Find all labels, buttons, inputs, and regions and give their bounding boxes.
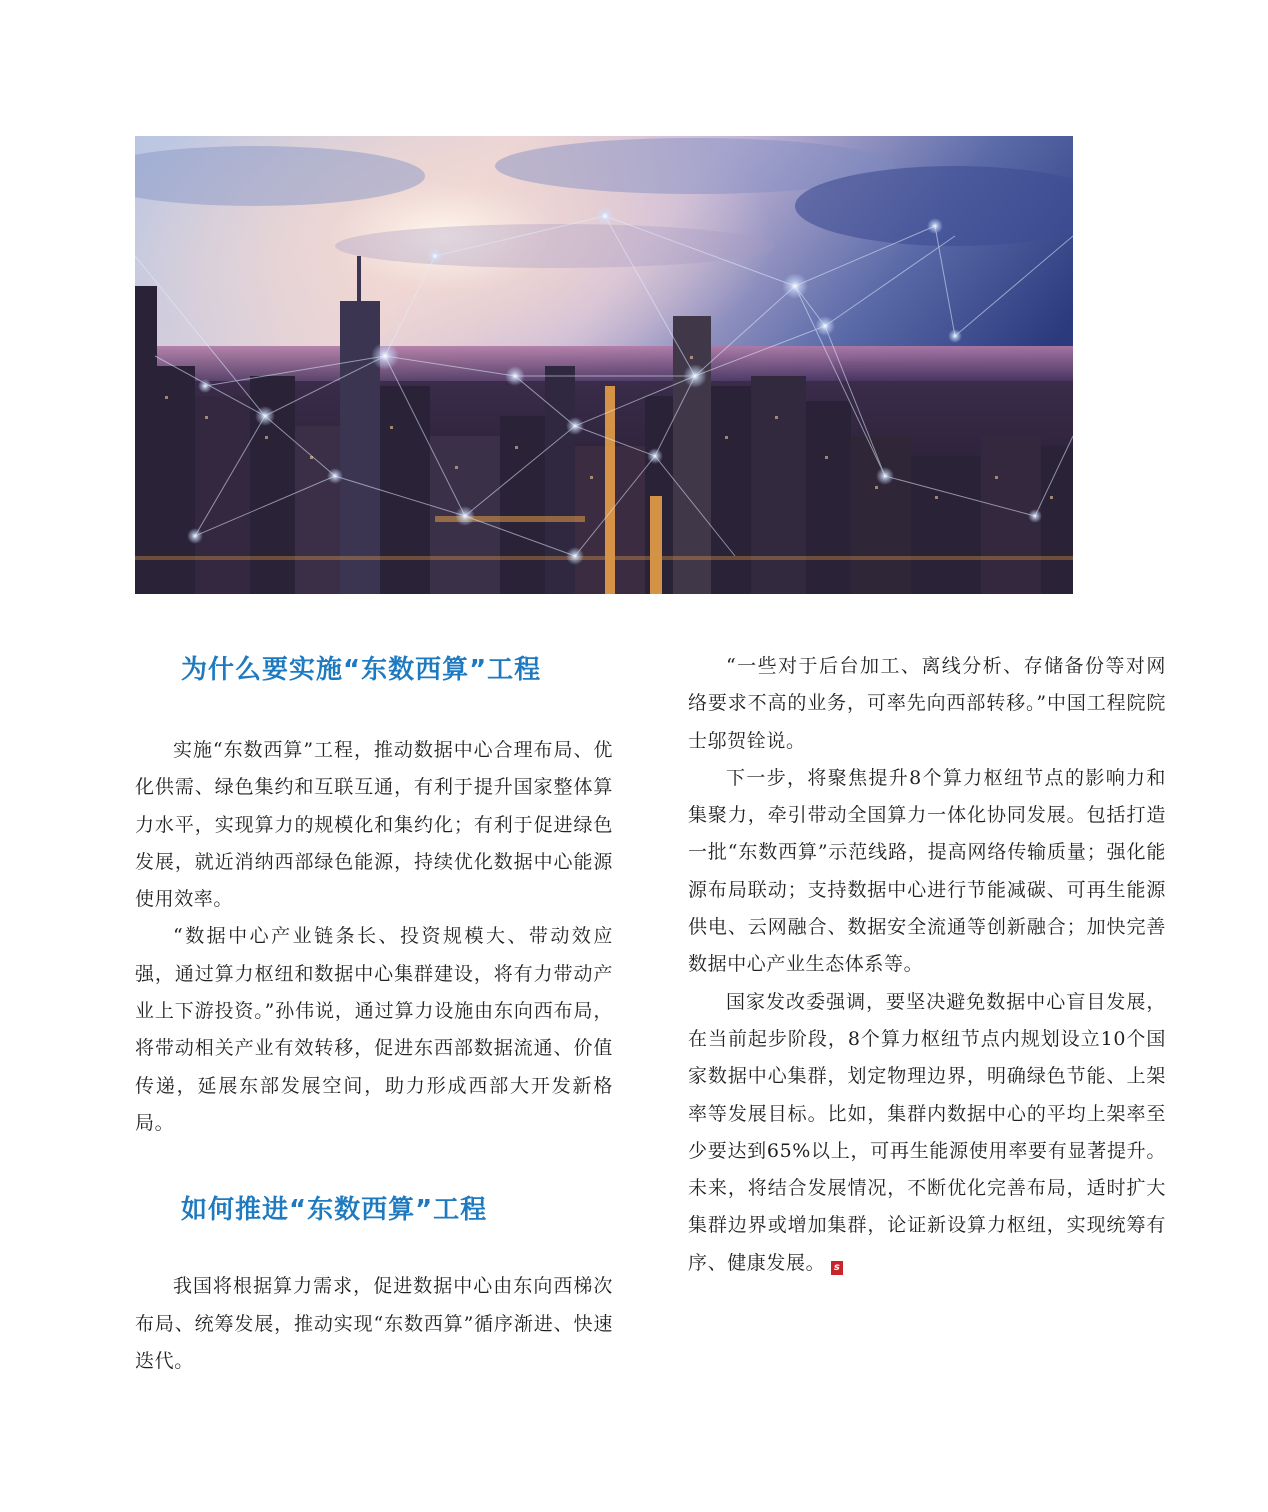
end-mark-icon: s <box>831 1261 843 1275</box>
left-column <box>135 640 613 1380</box>
paragraph <box>688 984 1166 1282</box>
paragraph: “数据中心产业链条长、投资规模大、带动效应强，通过算力枢纽和数据中心集群建设，将有力带动产业上下游投资。”孙伟说，通过算力设施由东向西布局，将带动相关产业有效转移，促进东西部数据流通、价值传递，延展东部发展空间，助力形成西部大开发新格局。 <box>135 925 613 1134</box>
paragraph-text: 国家发改委强调，要坚决避免数据中心盲目发展，在当前起步阶段，8个算力枢纽节点内规划设立10个国家数据中心集群，划定物理边界，明确绿色节能、上架率等发展目标。比如，集群内数据中心的平均上架率至少要达到65%以上，可再生能源使用率要有显著提升。未来，将结合发展情况，不断优化完善布局，适时扩大集群边界或增加集群，论证新设算力枢纽，实现统筹有序、健康发展。 <box>688 990 1166 1274</box>
paragraph: 下一步，将聚焦提升8个算力枢纽节点的影响力和集聚力，牵引带动全国算力一体化协同发展。包括打造一批“东数西算”示范线路，提高网络传输质量；强化能源布局联动；支持数据中心进行节能减碳、可再生能源供电、云网融合、数据安全流通等创新融合；加快完善数据中心产业生态体系等。 <box>688 766 1166 976</box>
section-heading-why: 为什么要实施“东数西算”工程 <box>181 655 542 685</box>
paragraph: 我国将根据算力需求，促进数据中心由东向西梯次布局、统筹发展，推动实现“东数西算”循序渐进、快速迭代。 <box>135 1275 613 1372</box>
hero-city-network-image <box>135 136 1073 594</box>
paragraph: 实施“东数西算”工程，推动数据中心合理布局、优化供需、绿色集约和互联互通，有利于提升国家整体算力水平，实现算力的规模化和集约化；有利于促进绿色发展，就近消纳西部绿色能源，持续优化数据中心能源使用效率。 <box>135 739 613 911</box>
section-heading-how: 如何推进“东数西算”工程 <box>181 1195 488 1226</box>
right-column <box>688 648 1166 1282</box>
paragraph: “一些对于后台加工、离线分析、存储备份等对网络要求不高的业务，可率先向西部转移。”中国工程院院士邬贺铨说。 <box>688 655 1166 752</box>
